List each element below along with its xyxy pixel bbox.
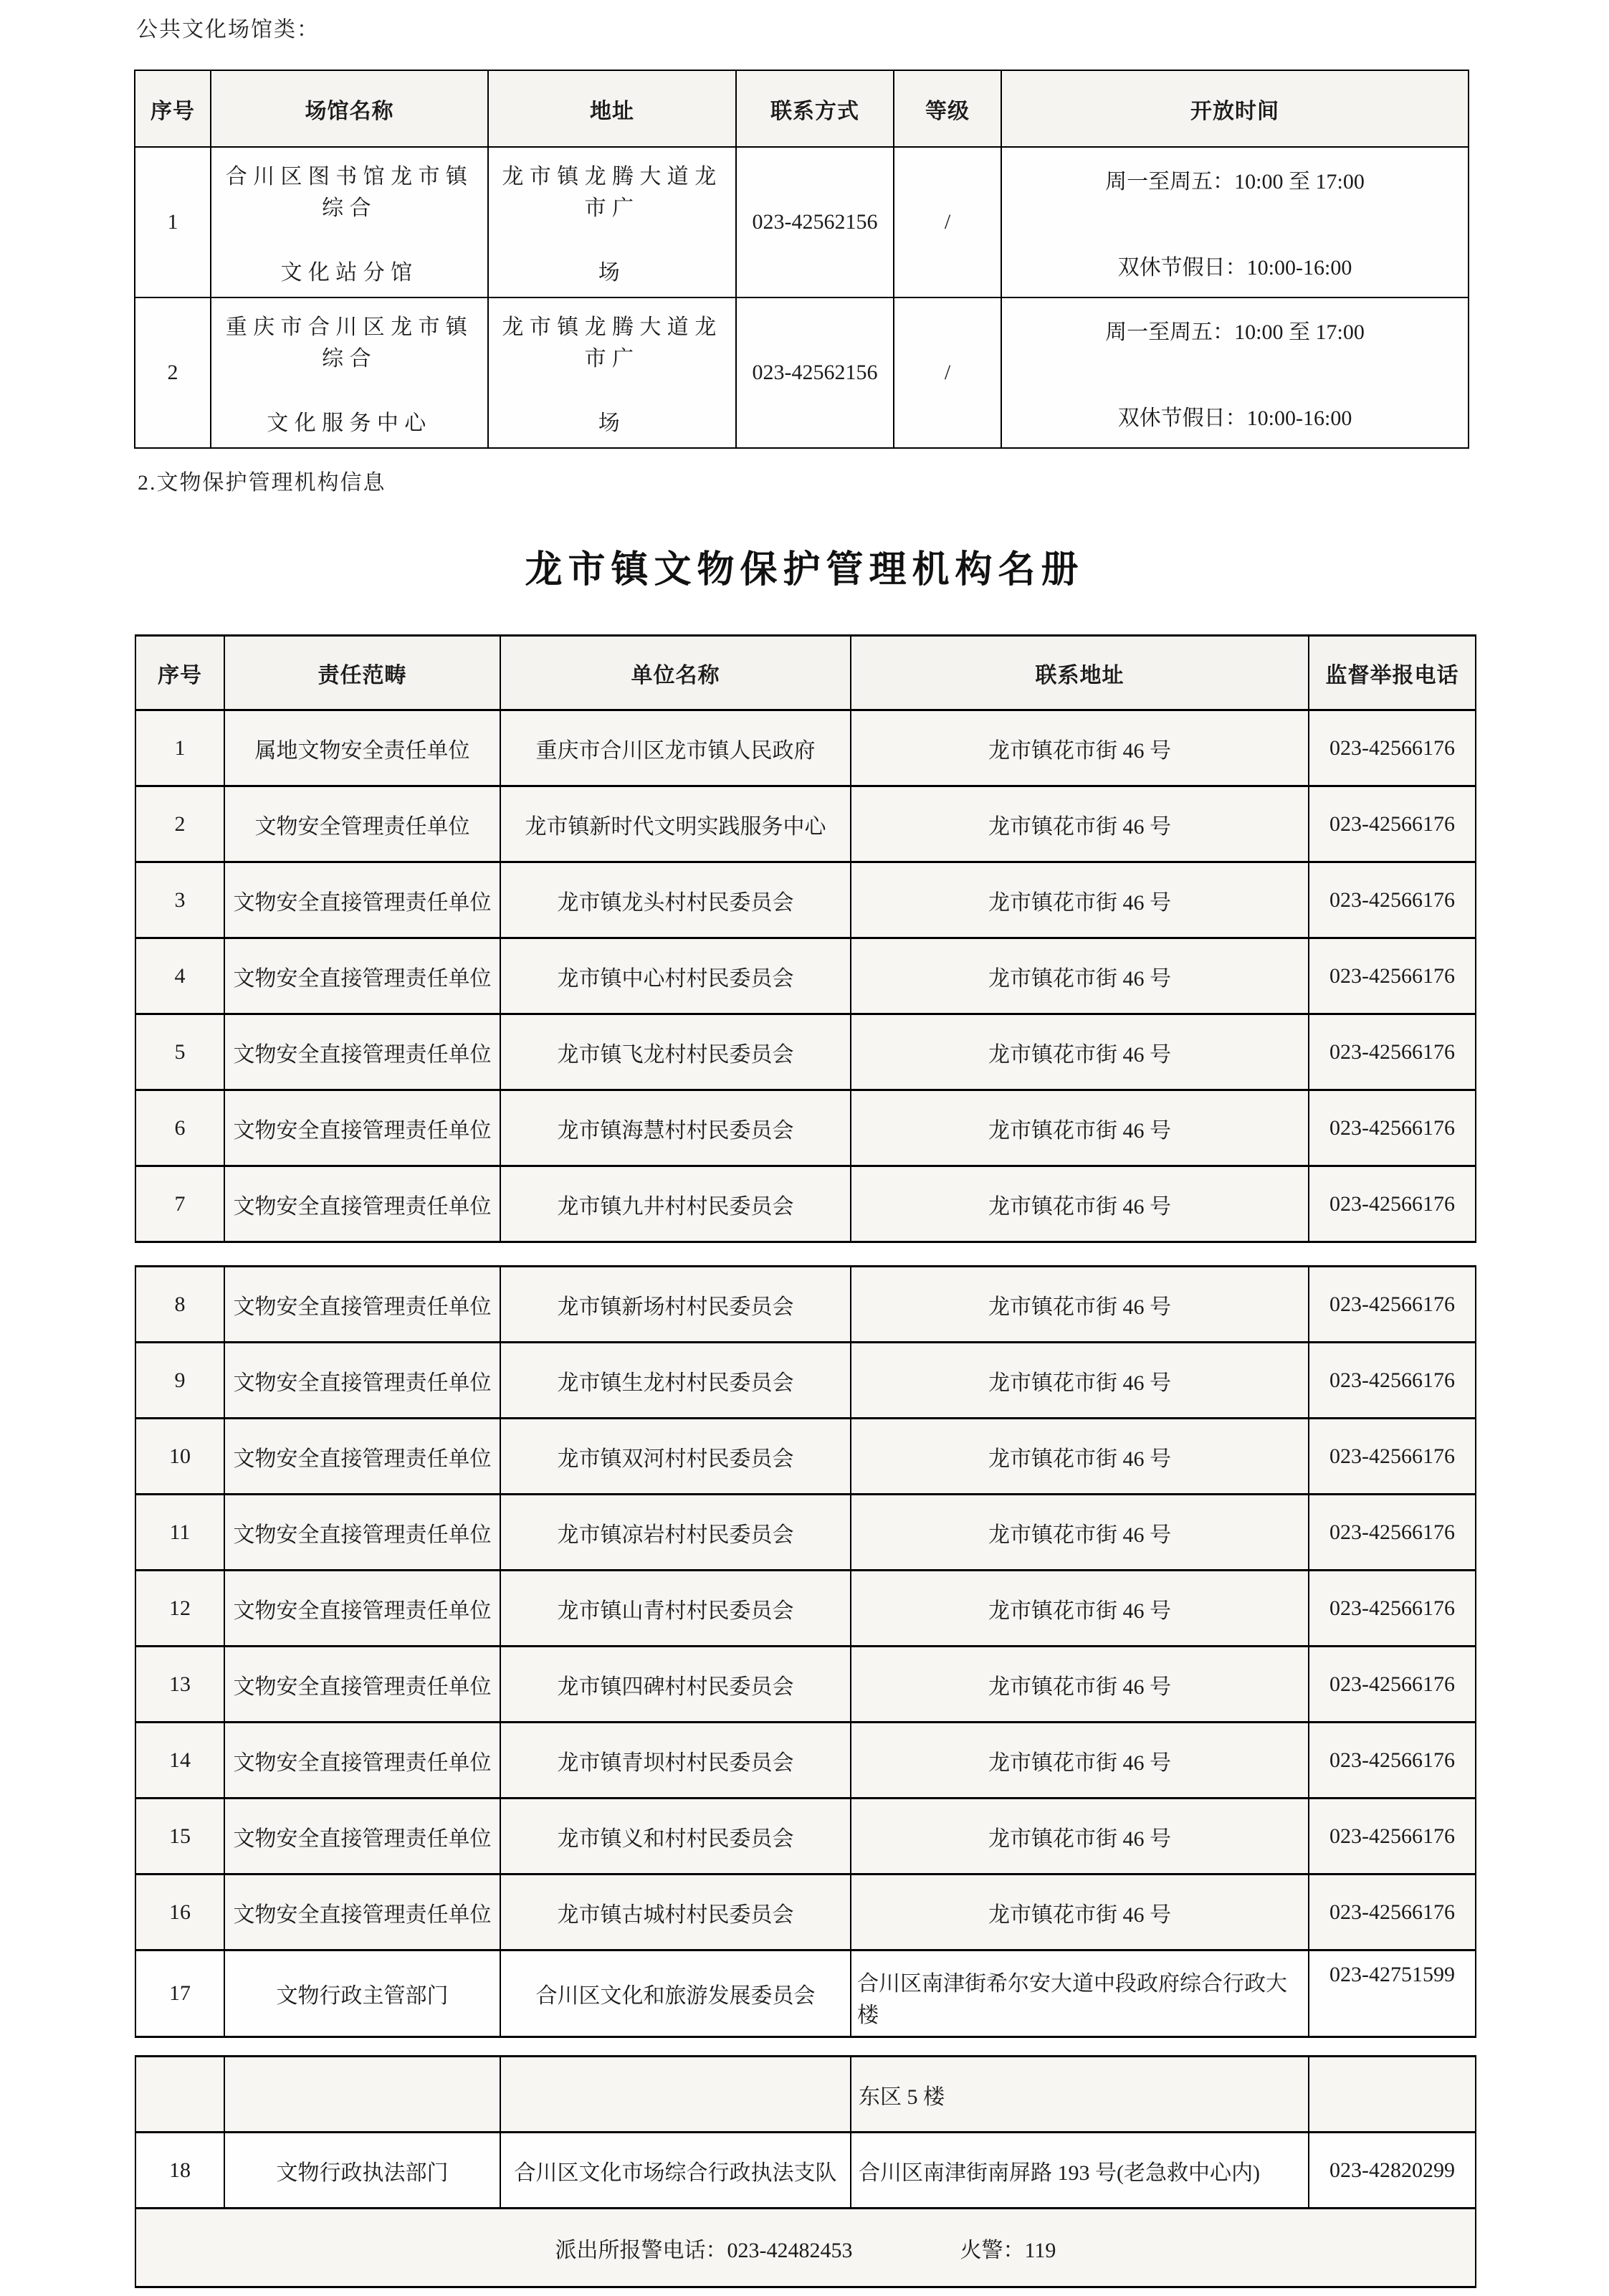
table-row — [135, 1014, 1476, 1090]
cell-contact-address: 龙市镇花市街 46 号 — [851, 1571, 1309, 1647]
cell-scope: 文物安全直接管理责任单位 — [224, 1419, 500, 1495]
open-hours-line: 双休节假日：10:00-16:00 — [1117, 406, 1352, 430]
section-label-heritage-org: 2.文物保护管理机构信息 — [138, 471, 386, 495]
column-header: 联系方式 — [736, 70, 894, 147]
cell-report-phone: 023-42566176 — [1309, 1495, 1476, 1571]
table-row — [135, 297, 1469, 448]
cell-contact-address: 龙市镇花市街 46 号 — [851, 1495, 1309, 1571]
org-table-fragment-1 — [135, 634, 1476, 1243]
cell-unit-name: 龙市镇义和村村民委员会 — [500, 1799, 851, 1875]
cell-report-phone: 023-42566176 — [1309, 1014, 1476, 1090]
cell-venue-name — [211, 297, 488, 448]
table-header-row — [135, 636, 1476, 710]
cell-contact-address: 龙市镇花市街 46 号 — [851, 1875, 1309, 1950]
table-row — [135, 1875, 1476, 1950]
venue-name-line: 文化服务中心 — [267, 411, 432, 435]
table-row — [135, 1090, 1476, 1166]
cell-venue-address — [488, 147, 736, 297]
footer-row — [135, 2209, 1476, 2287]
cell-report-phone: 023-42566176 — [1309, 786, 1476, 862]
cell-index: 18 — [135, 2133, 224, 2209]
table-row — [135, 1495, 1476, 1571]
cell-index: 12 — [135, 1571, 224, 1647]
cell-unit-name: 龙市镇生龙村村民委员会 — [500, 1343, 851, 1419]
cell-emergency-phones — [135, 2209, 1476, 2287]
cell-open-hours — [1001, 147, 1469, 297]
venue-address-line: 龙市镇龙腾大道龙市广 — [502, 315, 722, 371]
cell-unit-name: 龙市镇青坝村村民委员会 — [500, 1723, 851, 1799]
org-table-body-2 — [135, 1267, 1476, 2037]
cell-venue-grade: / — [894, 147, 1001, 297]
cell-index: 4 — [135, 938, 224, 1014]
cell-contact-address: 合川区南津街南屏路 193 号(老急救中心内) — [851, 2133, 1309, 2209]
column-header: 等级 — [894, 70, 1001, 147]
cell-open-hours — [1001, 297, 1469, 448]
cell-report-phone: 023-42566176 — [1309, 1419, 1476, 1495]
org-table-body-1 — [135, 710, 1476, 1242]
cell-index: 1 — [135, 147, 211, 297]
cell-index: 10 — [135, 1419, 224, 1495]
table-row — [135, 2133, 1476, 2209]
cell-report-phone: 023-42566176 — [1309, 1571, 1476, 1647]
org-table-body-3 — [135, 2057, 1476, 2287]
section-label-public-culture: 公共文化场馆类： — [136, 18, 320, 42]
cell-index: 1 — [135, 710, 224, 786]
cell-scope: 文物安全直接管理责任单位 — [224, 1647, 500, 1723]
cell-contact-address: 龙市镇花市街 46 号 — [851, 1267, 1309, 1343]
cell-contact-address: 龙市镇花市街 46 号 — [851, 1419, 1309, 1495]
cell-unit-name: 龙市镇双河村村民委员会 — [500, 1419, 851, 1495]
venue-address-line: 场 — [598, 261, 626, 285]
cell-unit-name: 重庆市合川区龙市镇人民政府 — [500, 710, 851, 786]
cell-scope: 文物安全直接管理责任单位 — [224, 1723, 500, 1799]
cell-unit-name: 龙市镇海慧村村民委员会 — [500, 1090, 851, 1166]
column-header: 开放时间 — [1001, 70, 1469, 147]
open-hours-line: 周一至周五：10:00 至 17:00 — [1105, 170, 1365, 194]
cell-contact-address: 龙市镇花市街 46 号 — [851, 1799, 1309, 1875]
cell-unit-name: 龙市镇新时代文明实践服务中心 — [500, 786, 851, 862]
police-phone-text: 派出所报警电话：023-42482453 — [555, 2238, 853, 2262]
cell-report-phone: 023-42566176 — [1309, 1875, 1476, 1950]
fire-phone-text: 火警：119 — [960, 2238, 1056, 2262]
cell-index: 13 — [135, 1647, 224, 1723]
cell-index: 16 — [135, 1875, 224, 1950]
cell-contact-address: 合川区南津街希尔安大道中段政府综合行政大楼 — [851, 1950, 1309, 2037]
cell-contact-address: 龙市镇花市街 46 号 — [851, 1166, 1309, 1242]
open-hours-line: 双休节假日：10:00-16:00 — [1117, 256, 1352, 280]
cell-index: 17 — [135, 1950, 224, 2037]
table-row — [135, 938, 1476, 1014]
column-header: 序号 — [135, 636, 224, 710]
table-row — [135, 1647, 1476, 1723]
cell-scope: 文物安全直接管理责任单位 — [224, 1090, 500, 1166]
table-row — [135, 1419, 1476, 1495]
table-row — [135, 1950, 1476, 2037]
cell-contact-address: 龙市镇花市街 46 号 — [851, 1723, 1309, 1799]
column-header: 序号 — [135, 70, 211, 147]
cell-report-phone: 023-42566176 — [1309, 1267, 1476, 1343]
cell-unit-name: 龙市镇凉岩村村民委员会 — [500, 1495, 851, 1571]
table-row — [135, 147, 1469, 297]
venue-address-line: 龙市镇龙腾大道龙市广 — [502, 165, 722, 220]
table-row — [135, 1166, 1476, 1242]
cell-report-phone: 023-42566176 — [1309, 1723, 1476, 1799]
org-table-fragment-3 — [135, 2055, 1476, 2288]
org-table-header — [135, 636, 1476, 710]
cell-unit-name: 龙市镇飞龙村村民委员会 — [500, 1014, 851, 1090]
cell-report-phone: 023-42751599 — [1309, 1950, 1476, 2037]
cell-report-phone: 023-42566176 — [1309, 1343, 1476, 1419]
column-header: 责任范畴 — [224, 636, 500, 710]
cell-index: 11 — [135, 1495, 224, 1571]
table-header-row — [135, 70, 1469, 147]
org-table-title: 龙市镇文物保护管理机构名册 — [525, 550, 1084, 591]
venue-name-line: 重庆市合川区龙市镇综合 — [225, 315, 474, 371]
cell-scope: 文物安全直接管理责任单位 — [224, 1267, 500, 1343]
cell-index: 14 — [135, 1723, 224, 1799]
cell-venue-grade: / — [894, 297, 1001, 448]
table-row — [135, 1267, 1476, 1343]
cell-scope: 文物安全直接管理责任单位 — [224, 1166, 500, 1242]
venue-address-line: 场 — [598, 411, 626, 435]
cell-unit-name: 龙市镇山青村村民委员会 — [500, 1571, 851, 1647]
cell-report-phone: 023-42566176 — [1309, 710, 1476, 786]
cell-unit-name: 龙市镇龙头村村民委员会 — [500, 862, 851, 938]
cell-scope: 文物行政执法部门 — [224, 2133, 500, 2209]
venue-name-line: 文化站分馆 — [280, 261, 419, 285]
cell-scope: 文物安全直接管理责任单位 — [224, 1014, 500, 1090]
table-row — [135, 786, 1476, 862]
cell-index: 2 — [135, 297, 211, 448]
cell-report-phone: 023-42566176 — [1309, 1166, 1476, 1242]
cell-venue-name — [211, 147, 488, 297]
table-row — [135, 862, 1476, 938]
cell-scope: 文物安全直接管理责任单位 — [224, 862, 500, 938]
cell-index: 6 — [135, 1090, 224, 1166]
cell-unit-name: 龙市镇四碑村村民委员会 — [500, 1647, 851, 1723]
cell-unit-name: 龙市镇九井村村民委员会 — [500, 1166, 851, 1242]
cell-index — [135, 2057, 224, 2133]
cell-unit-name: 龙市镇新场村村民委员会 — [500, 1267, 851, 1343]
org-table-fragment-2 — [135, 1265, 1476, 2038]
cell-report-phone: 023-42566176 — [1309, 862, 1476, 938]
cell-unit-name: 合川区文化市场综合行政执法支队 — [500, 2133, 851, 2209]
table-row — [135, 710, 1476, 786]
column-header: 场馆名称 — [211, 70, 488, 147]
cell-index: 3 — [135, 862, 224, 938]
cell-scope: 文物安全直接管理责任单位 — [224, 1495, 500, 1571]
cell-scope: 文物行政主管部门 — [224, 1950, 500, 2037]
venue-table-header — [135, 70, 1469, 147]
cell-index: 5 — [135, 1014, 224, 1090]
cell-scope: 文物安全直接管理责任单位 — [224, 1343, 500, 1419]
cell-unit-name: 合川区文化和旅游发展委员会 — [500, 1950, 851, 2037]
cell-scope: 文物安全管理责任单位 — [224, 786, 500, 862]
column-header: 单位名称 — [500, 636, 851, 710]
cell-report-phone: 023-42566176 — [1309, 938, 1476, 1014]
cell-contact-address: 龙市镇花市街 46 号 — [851, 786, 1309, 862]
cell-scope: 文物安全直接管理责任单位 — [224, 1875, 500, 1950]
cell-venue-address — [488, 297, 736, 448]
cell-scope: 文物安全直接管理责任单位 — [224, 1571, 500, 1647]
cell-contact-address: 东区 5 楼 — [851, 2057, 1309, 2133]
column-header: 地址 — [488, 70, 736, 147]
cell-scope: 属地文物安全责任单位 — [224, 710, 500, 786]
column-header: 联系地址 — [851, 636, 1309, 710]
venue-name-line: 合川区图书馆龙市镇综合 — [225, 165, 474, 220]
cell-report-phone: 023-42566176 — [1309, 1799, 1476, 1875]
table-row — [135, 1571, 1476, 1647]
cell-index: 9 — [135, 1343, 224, 1419]
cell-index: 15 — [135, 1799, 224, 1875]
cell-index: 8 — [135, 1267, 224, 1343]
table-row — [135, 1799, 1476, 1875]
cell-contact-address: 龙市镇花市街 46 号 — [851, 1647, 1309, 1723]
cell-contact-address: 龙市镇花市街 46 号 — [851, 1090, 1309, 1166]
cell-report-phone: 023-42566176 — [1309, 1090, 1476, 1166]
cell-contact-address: 龙市镇花市街 46 号 — [851, 862, 1309, 938]
cell-index: 2 — [135, 786, 224, 862]
cell-report-phone: 023-42820299 — [1309, 2133, 1476, 2209]
open-hours-line: 周一至周五：10:00 至 17:00 — [1105, 320, 1365, 344]
cell-unit-name — [500, 2057, 851, 2133]
cell-report-phone — [1309, 2057, 1476, 2133]
cell-index: 7 — [135, 1166, 224, 1242]
table-row — [135, 1343, 1476, 1419]
column-header: 监督举报电话 — [1309, 636, 1476, 710]
cell-scope: 文物安全直接管理责任单位 — [224, 938, 500, 1014]
cell-scope — [224, 2057, 500, 2133]
cell-contact-address: 龙市镇花市街 46 号 — [851, 1343, 1309, 1419]
cell-unit-name: 龙市镇中心村村民委员会 — [500, 938, 851, 1014]
venue-table — [134, 70, 1469, 449]
cell-contact-address: 龙市镇花市街 46 号 — [851, 710, 1309, 786]
cell-unit-name: 龙市镇古城村村民委员会 — [500, 1875, 851, 1950]
cell-report-phone: 023-42566176 — [1309, 1647, 1476, 1723]
cell-scope: 文物安全直接管理责任单位 — [224, 1799, 500, 1875]
continuation-row — [135, 2057, 1476, 2133]
cell-contact-address: 龙市镇花市街 46 号 — [851, 938, 1309, 1014]
cell-venue-phone: 023-42562156 — [736, 297, 894, 448]
venue-table-body — [135, 147, 1469, 448]
cell-contact-address: 龙市镇花市街 46 号 — [851, 1014, 1309, 1090]
cell-venue-phone: 023-42562156 — [736, 147, 894, 297]
table-row — [135, 1723, 1476, 1799]
